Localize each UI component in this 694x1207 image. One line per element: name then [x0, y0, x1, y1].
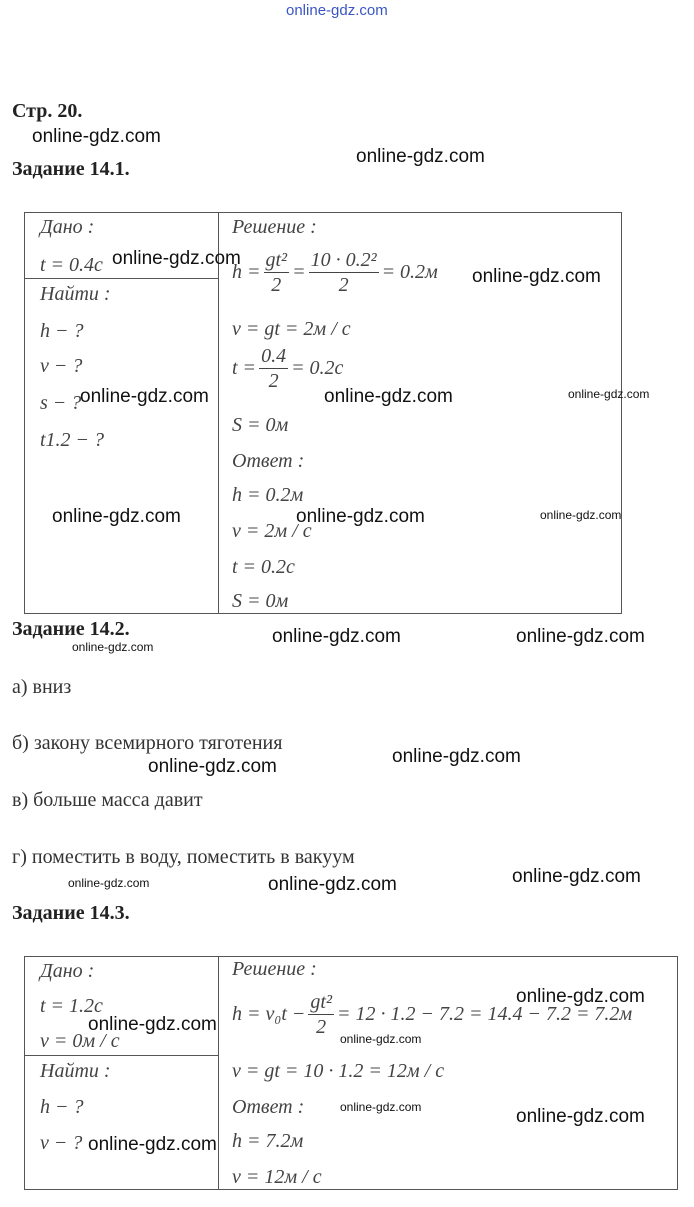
fraction-numerator: 0.4 [261, 345, 287, 367]
task-14-1-title: Задание 14.1. [12, 158, 130, 180]
given-item: t = 0.4c [40, 254, 103, 276]
watermark: online-gdz.com [392, 746, 521, 767]
watermark: online-gdz.com [516, 986, 645, 1007]
watermark: online-gdz.com [472, 266, 601, 287]
watermark: online-gdz.com [540, 508, 622, 522]
find-label: Найти : [40, 1060, 111, 1082]
answer-label: Ответ : [232, 450, 305, 472]
watermark: online-gdz.com [324, 386, 453, 407]
fraction-numerator: 10 · 0.2² [310, 249, 377, 271]
watermark: online-gdz.com [268, 874, 397, 895]
find-item: t1.2 − ? [40, 429, 105, 451]
watermark: online-gdz.com [340, 1032, 422, 1046]
formula-text: = 12 · 1.2 − 7.2 = 14.4 − 7.2 = 7.2м [336, 1003, 633, 1025]
fraction-numerator: gt² [310, 991, 332, 1013]
solution-label: Решение : [232, 216, 317, 238]
watermark: online-gdz.com [72, 640, 154, 654]
watermark: online-gdz.com [32, 126, 161, 147]
watermark: online-gdz.com [148, 756, 277, 777]
watermark: online-gdz.com [512, 866, 641, 887]
watermark: online-gdz.com [340, 1100, 422, 1114]
table-row-divider [24, 1055, 219, 1056]
table-row-divider [24, 278, 219, 279]
watermark: online-gdz.com [68, 876, 150, 890]
formula-v: v = gt = 10 · 1.2 = 12м / с [232, 1060, 445, 1082]
given-label: Дано : [40, 960, 95, 982]
watermark: online-gdz.com [80, 386, 209, 407]
find-item: v − ? [40, 1132, 83, 1154]
fraction [308, 990, 334, 1039]
solution-label: Решение : [232, 958, 317, 980]
answer-line: в) больше масса давит [12, 789, 203, 811]
fraction-numerator: gt² [265, 249, 288, 271]
header-site-link[interactable]: online-gdz.com [286, 2, 388, 19]
formula-text: = [292, 261, 306, 283]
table-divider [218, 956, 219, 1190]
watermark: online-gdz.com [568, 387, 650, 401]
answer-item: v = 2м / с [232, 520, 312, 542]
fraction-denominator: 2 [316, 1016, 327, 1038]
watermark: online-gdz.com [296, 506, 425, 527]
watermark: online-gdz.com [88, 1134, 217, 1155]
answer-line: б) закону всемирного тяготения [12, 732, 283, 754]
watermark: online-gdz.com [356, 146, 485, 167]
answer-line: г) поместить в воду, поместить в вакуум [12, 846, 355, 868]
watermark: online-gdz.com [516, 1106, 645, 1127]
formula-s: S = 0м [232, 414, 289, 436]
answer-item: h = 7.2м [232, 1130, 304, 1152]
find-item: h − ? [40, 1096, 84, 1118]
given-item: v = 0м / с [40, 1030, 120, 1052]
watermark: online-gdz.com [88, 1014, 217, 1035]
given-label: Дано : [40, 216, 95, 238]
answer-item: t = 0.2с [232, 556, 295, 578]
fraction [264, 248, 290, 297]
formula-text: h = [232, 261, 261, 283]
find-item: v − ? [40, 355, 83, 377]
answer-item: v = 12м / с [232, 1166, 322, 1188]
answer-label: Ответ : [232, 1096, 305, 1118]
answer-item: S = 0м [232, 590, 289, 612]
formula-text: h = v₀t − [232, 1003, 306, 1025]
find-item: h − ? [40, 320, 84, 342]
formula-text: t = [232, 357, 257, 379]
find-item: s − ? [40, 392, 82, 414]
fraction [259, 344, 288, 393]
find-label: Найти : [40, 283, 111, 305]
fraction [309, 248, 379, 297]
fraction-denominator: 2 [338, 274, 349, 296]
watermark: online-gdz.com [516, 626, 645, 647]
given-item: t = 1.2c [40, 995, 103, 1017]
watermark: online-gdz.com [112, 248, 241, 269]
watermark: online-gdz.com [52, 506, 181, 527]
formula-text: = 0.2с [291, 357, 344, 379]
watermark: online-gdz.com [272, 626, 401, 647]
task-14-2-title: Задание 14.2. [12, 618, 130, 640]
formula-text: = 0.2м [381, 261, 438, 283]
fraction-denominator: 2 [268, 370, 279, 392]
answer-line: а) вниз [12, 676, 72, 698]
formula-v: v = gt = 2м / с [232, 318, 351, 340]
task-14-3-title: Задание 14.3. [12, 902, 130, 924]
formula-h [232, 248, 438, 297]
fraction-denominator: 2 [271, 274, 282, 296]
table-divider [218, 212, 219, 614]
answer-item: h = 0.2м [232, 484, 304, 506]
page-label: Стр. 20. [12, 100, 83, 122]
